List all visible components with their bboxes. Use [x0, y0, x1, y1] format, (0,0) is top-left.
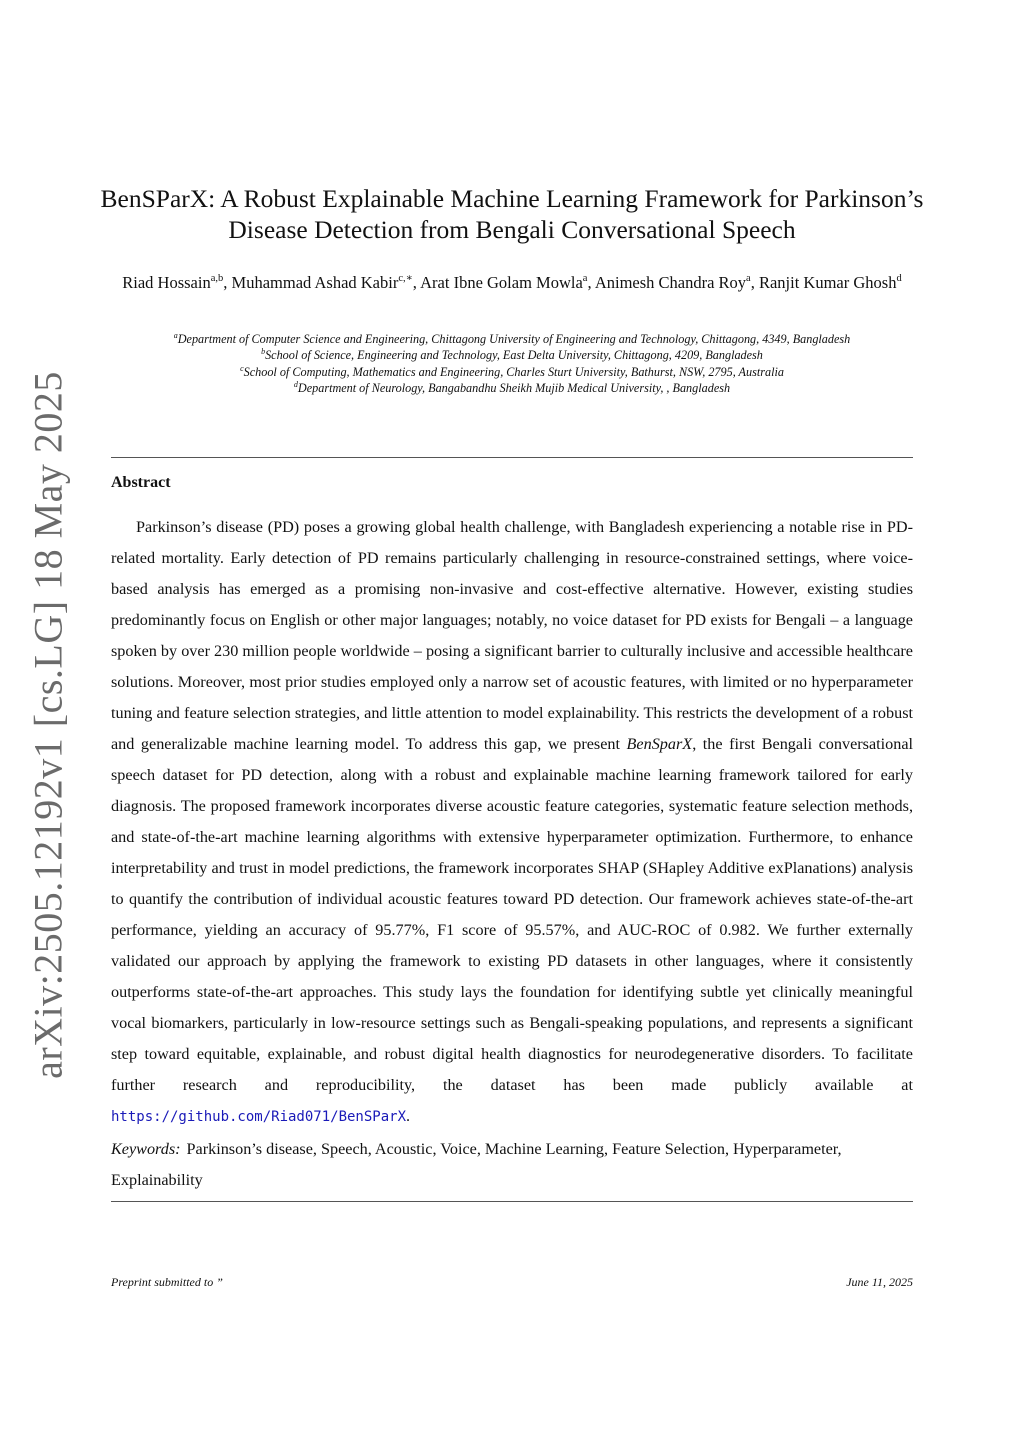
keywords-text: Parkinson’s disease, Speech, Acoustic, Voice, Machine Learning, Feature Selection, Hyperparameter, Explainability [111, 1140, 842, 1189]
keywords [111, 1134, 901, 1196]
author-list: Riad Hossain$^{a,b}$, Muhammad Ashad Kabir$^{c,∗}$, Arat Ibne Golam Mowla$^a$, Animesh Chandra Roy$^a$, Ranjit Kumar Ghosh$^d$ [122, 273, 902, 292]
affiliation: $^b$School of Science, Engineering and Technology, East Delta University, Chittagong, 4209, Bangladesh [261, 347, 763, 363]
footer-preprint: Preprint submitted to ” [111, 1275, 223, 1289]
abstract-body: Parkinson’s disease (PD) poses a growing global health challenge, with Bangladesh experiencing a notable rise in PD-related mortality. Early detection of PD remains particularly challenging in resource-constrained settings, where voice-based analysis has emerged as a promising non-invasive and cost-effective alternative. However, existing studies predominantly focus on English or other major languages; notably, no voice dataset for PD exists for Bengali – a language spoken by over 230 million people worldwide – posing a significant barrier to culturally inclusive and accessible healthcare solutions. Moreover, most prior studies employed only a narrow set of acoustic features, with limited or no hyperparameter tuning and feature selection strategies, and little attention to model explainability. This restricts the development of a robust and generalizable machine learning model. To address this gap, we present BenSparX, the first Bengali conversational speech dataset for PD detection, along with a robust and explainable machine learning framework tailored for early diagnosis. The proposed framework incorporates diverse acoustic feature categories, systematic feature selection methods, and state-of-the-art machine learning algorithms with extensive hyperparameter optimization. Furthermore, to enhance interpretability and trust in model predictions, the framework incorporates SHAP (SHapley Additive exPlanations) analysis to quantify the contribution of individual acoustic features toward PD detection. Our framework achieves state-of-the-art performance, yielding an accuracy of 95.77%, F1 score of 95.57%, and AUC-ROC of 0.982. We further externally validated our approach by applying the framework to existing PD datasets in other languages, where it consistently outperforms state-of-the-art approaches. This study lays the foundation for identifying subtle yet clinically meaningful vocal biomarkers, particularly in low-resource settings such as Bengali-speaking populations, and represents a significant step toward equitable, explainable, and robust digital health diagnostics for neurodegenerative disorders. To facilitate further research and reproducibility, the dataset has been made publicly available at https://github.com/Riad071/BenSParX. [111, 518, 913, 1125]
author: Arat Ibne Golam Mowla$^a$ [420, 273, 588, 292]
bottom-divider [111, 1201, 913, 1202]
dataset-name: BenSparX [626, 735, 693, 753]
keywords-label: Keywords: [111, 1140, 181, 1158]
paper-title [100, 183, 924, 245]
affiliation: $^a$Department of Computer Science and Engineering, Chittagong University of Engineering and Technology, Chittagong, 4349, Bangladesh [173, 331, 851, 346]
github-link[interactable]: https://github.com/Riad071/BenSParX [111, 1109, 407, 1125]
title-line-1: BenSParX: A Robust Explainable Machine Learning Framework for Parkinson’s [100, 184, 924, 213]
affiliations [100, 331, 924, 397]
arxiv-stamp: arXiv:2505.12192v1 [cs.LG] 18 May 2025 [25, 371, 71, 1079]
footer-date: June 11, 2025 [846, 1275, 913, 1289]
affiliation: $^d$Department of Neurology, Bangabandhu Sheikh Mujib Medical University, , Bangladesh [293, 380, 731, 396]
title-line-2: Disease Detection from Bengali Conversational Speech [228, 215, 796, 244]
abstract-heading: Abstract [111, 474, 171, 491]
author: Muhammad Ashad Kabir$^{c,∗}$ [231, 273, 413, 292]
top-divider [111, 457, 913, 458]
affiliation: $^c$School of Computing, Mathematics and Engineering, Charles Sturt University, Bathurst, NSW, 2795, Australia [240, 363, 784, 379]
author: Ranjit Kumar Ghosh$^d$ [758, 273, 902, 292]
author: Riad Hossain$^{a,b}$ [122, 273, 224, 292]
author: Animesh Chandra Roy$^a$ [594, 273, 751, 292]
